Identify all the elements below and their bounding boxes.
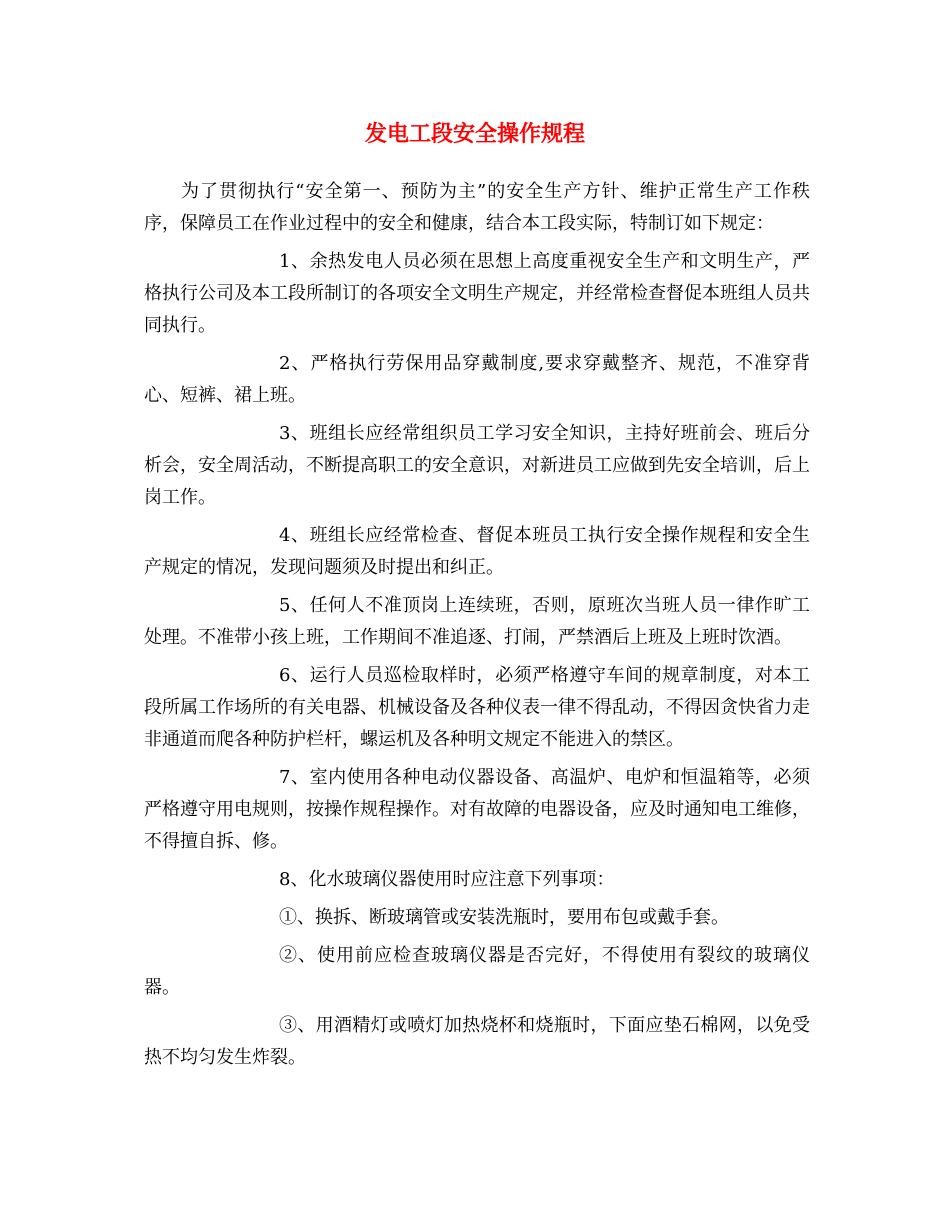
rule-subitem-1: ①、换拆、断玻璃管或安装洗瓶时，要用布包或戴手套。: [279, 907, 729, 928]
document-body: [144, 176, 810, 1080]
rule-item-7: 7、室内使用各种电动仪器设备、高温炉、电炉和恒温箱等，必须严格遵守用电规则，按操作规程操作。对有故障的电器设备，应及时通知电工维修，不得擅自拆、修。: [144, 767, 810, 852]
rule-item-2: 2、严格执行劳保用品穿戴制度,要求穿戴整齐、规范，不准穿背心、短裤、裙上班。: [144, 353, 810, 406]
intro-paragraph: 为了贯彻执行“安全第一、预防为主”的安全生产方针、维护正常生产工作秩序，保障员工在作业过程中的安全和健康，结合本工段实际，特制订如下规定：: [144, 181, 810, 234]
rule-item-3: 3、班组长应经常组织员工学习安全知识，主持好班前会、班后分析会，安全周活动，不断提高职工的安全意识，对新进员工应做到先安全培训，后上岗工作。: [144, 423, 810, 508]
rule-item-1: 1、余热发电人员必须在思想上高度重视安全生产和文明生产，严格执行公司及本工段所制订的各项安全文明生产规定，并经常检查督促本班组人员共同执行。: [144, 251, 810, 336]
rule-item-6: 6、运行人员巡检取样时，必须严格遵守车间的规章制度，对本工段所属工作场所的有关电器、机械设备及各种仪表一律不得乱动，不得因贪快省力走非通道而爬各种防护栏杆，螺运机及各种明文规定不能进入的禁区。: [144, 665, 810, 750]
rule-item-5: 5、任何人不准顶岗上连续班，否则，原班次当班人员一律作旷工处理。不准带小孩上班，工作期间不准追逐、打闹，严禁酒后上班及上班时饮酒。: [144, 595, 810, 648]
rule-subitem-3: ③、用酒精灯或喷灯加热烧杯和烧瓶时，下面应垫石棉网，以免受热不均匀发生炸裂。: [144, 1015, 810, 1068]
rule-item-8: 8、化水玻璃仪器使用时应注意下列事项：: [279, 869, 615, 890]
document-title: 发电工段安全操作规程: [364, 121, 585, 147]
rule-item-4: 4、班组长应经常检查、督促本班员工执行安全操作规程和安全生产规定的情况，发现问题须及时提出和纠正。: [144, 525, 810, 578]
rule-subitem-2: ②、使用前应检查玻璃仪器是否完好，不得使用有裂纹的玻璃仪器。: [144, 945, 810, 998]
